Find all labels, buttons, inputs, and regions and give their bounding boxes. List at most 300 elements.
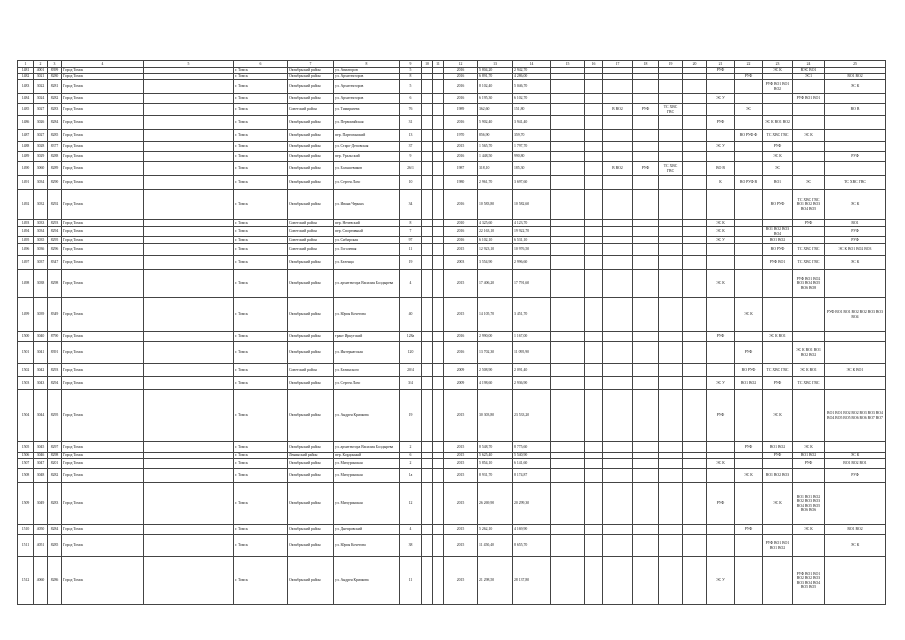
table-cell bbox=[144, 94, 234, 104]
table-cell bbox=[793, 535, 825, 557]
table-cell bbox=[551, 298, 585, 332]
table-cell bbox=[683, 227, 707, 237]
table-cell: 10 976,50 bbox=[513, 244, 551, 256]
table-cell: 8399 bbox=[48, 68, 62, 74]
table-cell bbox=[144, 332, 234, 342]
table-cell bbox=[659, 80, 683, 94]
table-cell bbox=[433, 270, 444, 298]
table-cell: пер. Уральский bbox=[334, 152, 400, 162]
table-cell: 9 bbox=[400, 152, 422, 162]
table-cell: Советский район bbox=[288, 227, 334, 237]
table-cell: 8 775,60 bbox=[513, 442, 551, 453]
table-cell bbox=[603, 459, 633, 469]
table-cell: 3035 bbox=[34, 237, 48, 244]
table-cell bbox=[144, 364, 234, 377]
table-cell bbox=[825, 162, 886, 176]
table-cell bbox=[683, 152, 707, 162]
table-cell bbox=[585, 220, 603, 227]
table-cell bbox=[793, 142, 825, 152]
table-cell: РУФ bbox=[825, 469, 886, 483]
table-cell: 2 508,90 bbox=[478, 364, 513, 377]
table-cell: 13 bbox=[400, 130, 422, 142]
table-cell: ВО РУФ bbox=[763, 190, 793, 220]
table-cell: 1508 bbox=[18, 469, 34, 483]
table-cell: 3040 bbox=[34, 332, 48, 342]
table-cell: ВО1 bbox=[763, 176, 793, 190]
table-cell bbox=[433, 525, 444, 535]
table-cell bbox=[735, 256, 763, 270]
table-cell bbox=[144, 190, 234, 220]
table-cell: 2015 bbox=[444, 483, 478, 525]
table-cell bbox=[551, 162, 585, 176]
table-cell bbox=[633, 190, 659, 220]
table-cell: Город Томск bbox=[62, 190, 144, 220]
table-cell bbox=[551, 332, 585, 342]
table-cell: 2 996,60 bbox=[513, 256, 551, 270]
table-cell bbox=[422, 377, 433, 390]
table-cell: 1507 bbox=[18, 459, 34, 469]
table-cell bbox=[144, 270, 234, 298]
table-cell: ВО1 ВО2 ВО3 bbox=[763, 469, 793, 483]
table-cell bbox=[633, 130, 659, 142]
table-cell: ул. Архитекторов bbox=[334, 80, 400, 94]
table-cell: 19 922,70 bbox=[513, 227, 551, 237]
table-cell: 2 942,70 bbox=[513, 68, 551, 74]
table-cell: ул. Мичуринская bbox=[334, 469, 400, 483]
table-cell: 1490 bbox=[18, 162, 34, 176]
table-cell: ВО РУФ bbox=[763, 244, 793, 256]
table-cell: 2015 bbox=[444, 453, 478, 459]
table-cell: 21 298,50 bbox=[478, 557, 513, 605]
table-cell bbox=[603, 332, 633, 342]
table-cell bbox=[585, 176, 603, 190]
table-cell bbox=[793, 80, 825, 94]
table-cell bbox=[551, 94, 585, 104]
table-cell: 11 450,40 bbox=[478, 535, 513, 557]
table-cell bbox=[659, 176, 683, 190]
table-cell: Город Томск bbox=[62, 94, 144, 104]
table-cell: г. Томск bbox=[234, 525, 288, 535]
table-cell bbox=[433, 256, 444, 270]
table-cell bbox=[422, 237, 433, 244]
table-cell: 2015 bbox=[444, 142, 478, 152]
table-cell bbox=[433, 535, 444, 557]
table-cell: Город Томск bbox=[62, 270, 144, 298]
table-cell bbox=[422, 130, 433, 142]
table-cell bbox=[144, 557, 234, 605]
table-cell bbox=[603, 176, 633, 190]
table-cell bbox=[433, 130, 444, 142]
table-cell bbox=[763, 459, 793, 469]
table-cell bbox=[603, 142, 633, 152]
table-cell: г. Томск bbox=[234, 130, 288, 142]
table-cell: Город Томск bbox=[62, 227, 144, 237]
table-cell bbox=[683, 298, 707, 332]
table-cell: 28 137,80 bbox=[513, 557, 551, 605]
table-row bbox=[18, 104, 886, 116]
table-cell: Октябрьский район bbox=[288, 483, 334, 525]
table-cell: 1482 bbox=[18, 74, 34, 80]
table-cell bbox=[793, 237, 825, 244]
table-cell bbox=[735, 227, 763, 237]
table-cell: 3049 bbox=[34, 483, 48, 525]
table-cell: ЭС К bbox=[707, 270, 735, 298]
table-cell bbox=[585, 190, 603, 220]
table-cell: Город Томск bbox=[62, 557, 144, 605]
table-cell bbox=[735, 459, 763, 469]
table-cell: 3041 bbox=[34, 342, 48, 364]
table-cell: 4 198,60 bbox=[478, 377, 513, 390]
table-cell bbox=[433, 94, 444, 104]
table-cell: 3044 bbox=[34, 390, 48, 442]
table-cell bbox=[551, 220, 585, 227]
table-cell bbox=[633, 227, 659, 237]
table-cell: РУФ ВО1 bbox=[763, 256, 793, 270]
table-cell bbox=[144, 535, 234, 557]
table-cell: Город Томск bbox=[62, 535, 144, 557]
table-cell bbox=[707, 342, 735, 364]
table-cell: Октябрьский район bbox=[288, 459, 334, 469]
table-cell: 26 269,90 bbox=[478, 483, 513, 525]
table-cell: г. Томск bbox=[234, 68, 288, 74]
table-cell: 120 bbox=[400, 342, 422, 364]
column-number: 6 bbox=[234, 61, 288, 68]
table-cell bbox=[603, 152, 633, 162]
table-cell: 1499 bbox=[18, 298, 34, 332]
table-cell bbox=[422, 220, 433, 227]
table-cell: ЭС К bbox=[793, 442, 825, 453]
table-cell: РУФ ВО1 ВО1 ВО2 bbox=[763, 80, 793, 94]
table-cell: 3034 bbox=[34, 227, 48, 237]
table-cell: 2010 bbox=[444, 220, 478, 227]
table-cell: Город Томск bbox=[62, 256, 144, 270]
table-cell: 8298 bbox=[48, 453, 62, 459]
table-cell bbox=[735, 483, 763, 525]
table-cell: 38 bbox=[400, 535, 422, 557]
table-cell: 6 102,10 bbox=[478, 237, 513, 244]
table-cell: г. Томск bbox=[234, 459, 288, 469]
table-cell bbox=[433, 190, 444, 220]
table-cell bbox=[683, 130, 707, 142]
table-cell: 8293 bbox=[48, 220, 62, 227]
table-cell bbox=[683, 190, 707, 220]
table-row bbox=[18, 142, 886, 152]
table-cell: РУФ ВО1 ВО1 ВО2 ВО2 ВО3 ВО3 ВО4 bbox=[825, 298, 886, 332]
table-cell: ул. Архитекторов bbox=[334, 94, 400, 104]
table-cell: ЭС К bbox=[825, 256, 886, 270]
table-row bbox=[18, 220, 886, 227]
spreadsheet-sheet bbox=[17, 60, 885, 598]
table-cell bbox=[422, 557, 433, 605]
table-cell: РУФ bbox=[735, 74, 763, 80]
table-cell: 8281 bbox=[48, 80, 62, 94]
table-cell bbox=[683, 80, 707, 94]
table-row bbox=[18, 332, 886, 342]
table-cell: ЭС У bbox=[707, 377, 735, 390]
table-cell: Город Томск bbox=[62, 152, 144, 162]
table-cell: 1488 bbox=[18, 142, 34, 152]
table-cell bbox=[793, 332, 825, 342]
table-cell: 10 582,60 bbox=[513, 190, 551, 220]
table-cell bbox=[433, 459, 444, 469]
table-cell: 8296 bbox=[48, 244, 62, 256]
table-cell bbox=[603, 483, 633, 525]
table-cell: 8289 bbox=[48, 162, 62, 176]
column-number: 13 bbox=[478, 61, 513, 68]
table-cell bbox=[659, 237, 683, 244]
table-cell: 8 655,70 bbox=[513, 535, 551, 557]
table-cell: 1987 bbox=[444, 162, 478, 176]
table-cell: 2015 bbox=[444, 270, 478, 298]
table-cell: г. Томск bbox=[234, 220, 288, 227]
table-cell: ВО1 ВО2 ВО3 ВО4 bbox=[763, 227, 793, 237]
table-cell: ЭС У bbox=[707, 142, 735, 152]
table-row bbox=[18, 557, 886, 605]
table-row bbox=[18, 94, 886, 104]
table-cell: 3046 bbox=[34, 453, 48, 459]
table-cell: РУФ ВО1 ВО1 bbox=[793, 94, 825, 104]
table-cell: ВО1 ВО1 ВО2 ВО2 ВО3 ВО3 ВО4 ВО4 ВО5 ВО5 ВО6 ВО6 ВО7 ВО7 bbox=[825, 390, 886, 442]
column-number: 15 bbox=[551, 61, 585, 68]
table-cell bbox=[659, 469, 683, 483]
table-cell: г. Томск bbox=[234, 442, 288, 453]
table-cell bbox=[585, 342, 603, 364]
table-row bbox=[18, 116, 886, 130]
table-cell: Октябрьский район bbox=[288, 390, 334, 442]
column-number: 11 bbox=[433, 61, 444, 68]
column-number: 16 bbox=[585, 61, 603, 68]
table-cell bbox=[551, 142, 585, 152]
table-cell: 8 174,87 bbox=[513, 469, 551, 483]
table-cell: 1510 bbox=[18, 525, 34, 535]
table-cell bbox=[603, 557, 633, 605]
table-cell: ЭС К bbox=[793, 525, 825, 535]
table-cell bbox=[683, 459, 707, 469]
table-cell: 8282 bbox=[48, 469, 62, 483]
table-cell: ул. Белинского bbox=[334, 364, 400, 377]
table-cell: Октябрьский район bbox=[288, 298, 334, 332]
table-cell: РУФ bbox=[825, 152, 886, 162]
table-cell: 3 697,60 bbox=[513, 176, 551, 190]
table-cell: ул. Юрия Кочетова bbox=[334, 535, 400, 557]
table-cell: В ВО2 bbox=[603, 162, 633, 176]
table-row bbox=[18, 535, 886, 557]
table-cell: ЭС К bbox=[825, 453, 886, 459]
table-cell: ВО1 ВО2 bbox=[825, 525, 886, 535]
table-cell: 2016 bbox=[444, 116, 478, 130]
table-cell bbox=[683, 162, 707, 176]
table-cell: Советский район bbox=[288, 237, 334, 244]
table-cell: Октябрьский район bbox=[288, 270, 334, 298]
table-cell: 12 bbox=[400, 483, 422, 525]
table-cell: 990,80 bbox=[513, 152, 551, 162]
table-cell bbox=[585, 270, 603, 298]
table-cell: 3037 bbox=[34, 256, 48, 270]
table-cell: Октябрьский район bbox=[288, 557, 334, 605]
table-cell bbox=[633, 332, 659, 342]
table-cell: ЭС К bbox=[763, 68, 793, 74]
table-cell bbox=[551, 237, 585, 244]
table-cell bbox=[825, 130, 886, 142]
table-cell: Октябрьский район bbox=[288, 68, 334, 74]
table-cell: 2 091,40 bbox=[513, 364, 551, 377]
table-cell bbox=[422, 94, 433, 104]
table-cell: 4 169,90 bbox=[513, 525, 551, 535]
table-cell bbox=[422, 483, 433, 525]
table-cell: ЭС bbox=[763, 162, 793, 176]
table-cell: 1 448,50 bbox=[478, 152, 513, 162]
table-row bbox=[18, 176, 886, 190]
table-cell: ВО1 ВО2 bbox=[763, 237, 793, 244]
table-cell: ЭС К bbox=[763, 152, 793, 162]
table-cell bbox=[683, 525, 707, 535]
table-cell bbox=[683, 364, 707, 377]
table-cell: 1491 bbox=[18, 176, 34, 190]
table-cell bbox=[144, 469, 234, 483]
table-cell: 8284 bbox=[48, 525, 62, 535]
table-cell bbox=[144, 244, 234, 256]
table-cell: 37 bbox=[400, 142, 422, 152]
table-cell: 3022 bbox=[34, 80, 48, 94]
table-cell: ул. Юрия Кочетова bbox=[334, 298, 400, 332]
column-number: 8 bbox=[334, 61, 400, 68]
table-cell bbox=[603, 525, 633, 535]
table-cell: 8283 bbox=[48, 104, 62, 116]
table-cell: 4 bbox=[400, 525, 422, 535]
table-cell: г. Томск bbox=[234, 453, 288, 459]
table-row bbox=[18, 80, 886, 94]
table-cell: 8290 bbox=[48, 176, 62, 190]
table-cell: 20/4 bbox=[400, 364, 422, 377]
table-cell: Город Томск bbox=[62, 459, 144, 469]
table-cell bbox=[144, 256, 234, 270]
table-cell: 1 565,70 bbox=[478, 142, 513, 152]
table-cell: Октябрьский район bbox=[288, 74, 334, 80]
table-cell: 2016 bbox=[444, 237, 478, 244]
table-cell: Октябрьский район bbox=[288, 469, 334, 483]
table-cell: 8347 bbox=[48, 256, 62, 270]
table-row bbox=[18, 130, 886, 142]
table-cell bbox=[707, 80, 735, 94]
table-cell bbox=[683, 483, 707, 525]
table-cell bbox=[633, 557, 659, 605]
table-cell bbox=[433, 244, 444, 256]
table-cell: 1511 bbox=[18, 535, 34, 557]
table-cell bbox=[683, 332, 707, 342]
table-cell bbox=[735, 237, 763, 244]
table-cell: 8 931,70 bbox=[478, 469, 513, 483]
table-cell: 7 bbox=[400, 227, 422, 237]
column-number: 10 bbox=[422, 61, 433, 68]
table-cell: РУФ bbox=[707, 483, 735, 525]
table-cell: Октябрьский район bbox=[288, 176, 334, 190]
table-cell: 2016 bbox=[444, 227, 478, 237]
table-cell: 8280 bbox=[48, 74, 62, 80]
table-cell: 31 bbox=[400, 116, 422, 130]
table-cell bbox=[551, 342, 585, 364]
table-cell bbox=[659, 152, 683, 162]
table-cell bbox=[633, 220, 659, 227]
table-cell bbox=[683, 220, 707, 227]
table-cell bbox=[659, 442, 683, 453]
table-cell bbox=[433, 80, 444, 94]
table-cell bbox=[603, 80, 633, 94]
table-cell: 1 167,00 bbox=[513, 332, 551, 342]
table-cell: 8377 bbox=[48, 142, 62, 152]
table-cell bbox=[603, 256, 633, 270]
table-cell bbox=[585, 162, 603, 176]
table-cell: 8285 bbox=[48, 130, 62, 142]
table-cell bbox=[551, 190, 585, 220]
table-cell: 8292 bbox=[48, 190, 62, 220]
table-cell: 1498 bbox=[18, 270, 34, 298]
table-cell bbox=[433, 377, 444, 390]
table-cell bbox=[633, 256, 659, 270]
table-cell bbox=[763, 270, 793, 298]
table-cell: ЭС К ВО1 bbox=[825, 364, 886, 377]
table-cell bbox=[793, 116, 825, 130]
table-cell bbox=[551, 483, 585, 525]
table-cell: 34 bbox=[400, 190, 422, 220]
table-row bbox=[18, 342, 886, 364]
table-cell: Октябрьский район bbox=[288, 80, 334, 94]
table-cell: г. Томск bbox=[234, 176, 288, 190]
table-cell: 1980 bbox=[444, 176, 478, 190]
table-cell: ВО1 ВО2 bbox=[793, 453, 825, 459]
table-cell: 26/1 bbox=[400, 162, 422, 176]
table-cell bbox=[683, 176, 707, 190]
table-cell: 1484 bbox=[18, 94, 34, 104]
table-cell bbox=[422, 270, 433, 298]
table-cell bbox=[683, 244, 707, 256]
table-cell: ЭС К ВО1 bbox=[763, 332, 793, 342]
table-cell bbox=[551, 227, 585, 237]
table-cell: ТС ХВС ГВС bbox=[659, 104, 683, 116]
table-cell bbox=[633, 442, 659, 453]
table-cell bbox=[683, 142, 707, 152]
table-cell bbox=[551, 469, 585, 483]
table-cell bbox=[763, 298, 793, 332]
table-cell bbox=[793, 104, 825, 116]
table-row bbox=[18, 162, 886, 176]
table-cell bbox=[144, 483, 234, 525]
table-cell: 8295 bbox=[48, 237, 62, 244]
table-cell: ул. Днепровский bbox=[334, 525, 400, 535]
table-cell bbox=[422, 390, 433, 442]
table-cell bbox=[707, 469, 735, 483]
table-cell: 4 325,60 bbox=[478, 220, 513, 227]
table-cell: Октябрьский район bbox=[288, 190, 334, 220]
table-cell bbox=[659, 94, 683, 104]
table-row bbox=[18, 298, 886, 332]
table-cell: РУФ bbox=[763, 142, 793, 152]
table-cell: 2015 bbox=[444, 469, 478, 483]
table-cell: 11 095,90 bbox=[513, 342, 551, 364]
table-cell bbox=[585, 364, 603, 377]
table-cell: 8282 bbox=[48, 94, 62, 104]
table-cell: Октябрьский район bbox=[288, 342, 334, 364]
table-cell: 5 bbox=[400, 68, 422, 74]
table-cell: ул. Гоголевая bbox=[334, 244, 400, 256]
table-cell bbox=[144, 116, 234, 130]
table-cell bbox=[633, 94, 659, 104]
table-cell: 3043 bbox=[34, 377, 48, 390]
table-row bbox=[18, 377, 886, 390]
table-cell bbox=[659, 270, 683, 298]
table-cell bbox=[825, 483, 886, 525]
table-cell bbox=[735, 220, 763, 227]
table-cell bbox=[422, 116, 433, 130]
